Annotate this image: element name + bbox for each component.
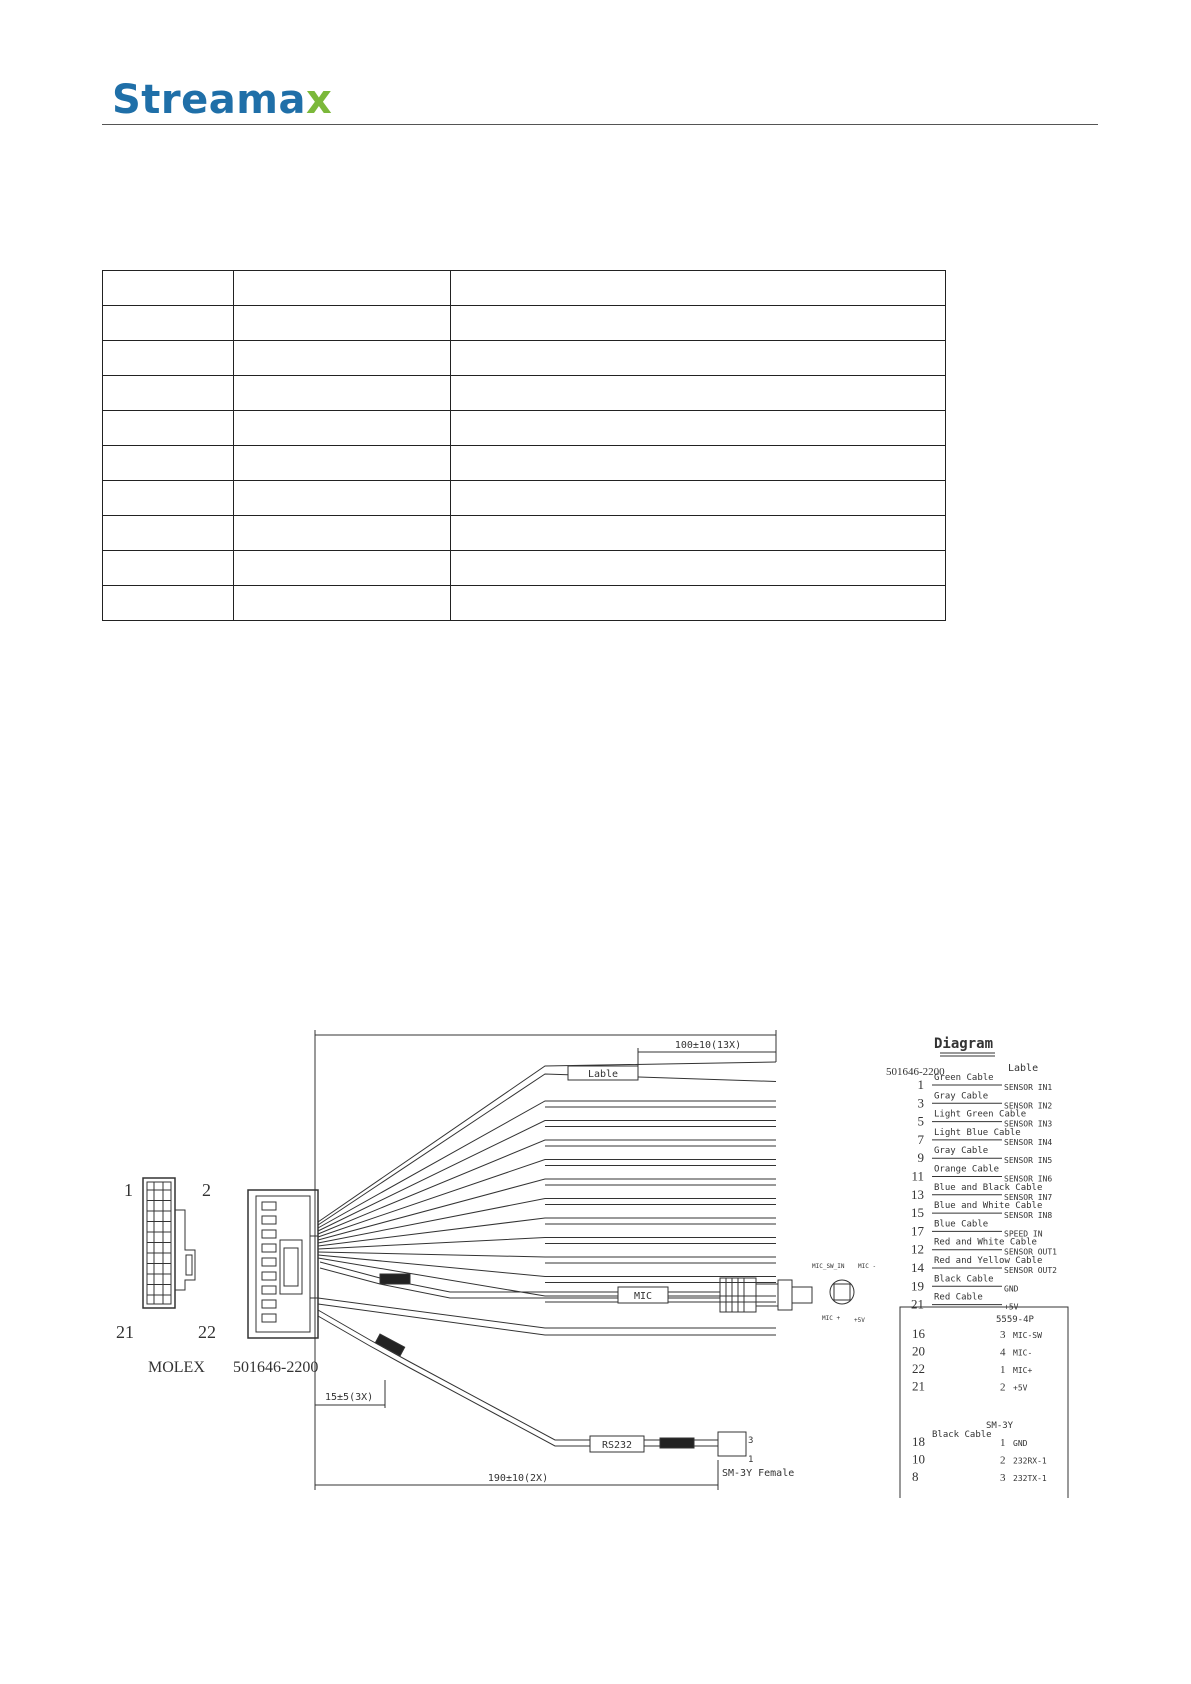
diagram-pin: 3 — [917, 1095, 924, 1111]
group-5559-left-pin: 16 — [912, 1326, 925, 1341]
dim-left-label: 15±5(3X) — [325, 1392, 374, 1403]
spec-table-cell — [234, 516, 451, 551]
connector-slot — [262, 1258, 276, 1266]
group-5559-signal: +5V — [1013, 1383, 1028, 1393]
diagram-pin: 9 — [917, 1150, 924, 1166]
group-5559-right-pin: 4 — [1000, 1346, 1006, 1359]
spec-table-row — [103, 516, 946, 551]
dim-top-label: 100±10(13X) — [674, 1040, 742, 1051]
dimension-lines — [315, 1030, 776, 1490]
spec-table-cell — [451, 481, 946, 516]
spec-table-cell — [234, 271, 451, 306]
diagram-title: Diagram — [934, 1036, 994, 1052]
spec-table-cell — [103, 271, 234, 306]
diagram-cable: Blue and Black Cable — [934, 1182, 1043, 1193]
diagram-pin: 11 — [911, 1168, 924, 1184]
connector-slot — [262, 1314, 276, 1322]
rs232-tag: RS232 — [601, 1440, 633, 1451]
diagram-cable: Gray Cable — [934, 1146, 989, 1157]
spec-table-cell — [103, 411, 234, 446]
diagram-pin: 12 — [911, 1241, 924, 1257]
spec-table-row — [103, 551, 946, 586]
diagram-pin: 21 — [911, 1296, 924, 1312]
diagram-signal: SENSOR IN4 — [1004, 1137, 1053, 1147]
diagram-signal: SENSOR IN8 — [1004, 1211, 1053, 1221]
spec-table-row — [103, 481, 946, 516]
spec-table-cell — [451, 376, 946, 411]
sm3y-right-pin: 3 — [1000, 1472, 1006, 1484]
mic-sw-in-label: MIC_SW_IN — [812, 1263, 845, 1270]
connector-slot — [262, 1300, 276, 1308]
diagram-cable: Black Cable — [934, 1274, 994, 1285]
diagram-pin: 17 — [911, 1223, 924, 1239]
diagram-cable: Light Green Cable — [934, 1109, 1027, 1120]
wire — [318, 1255, 776, 1277]
spec-table-cell — [103, 306, 234, 341]
spec-table-cell — [451, 411, 946, 446]
sm3y-left-pin: 8 — [912, 1469, 919, 1484]
group-5559-left-pin: 20 — [912, 1343, 925, 1359]
wire — [318, 1304, 776, 1335]
molex-pin-21: 21 — [116, 1322, 134, 1342]
diagram-signal: SENSOR IN7 — [1004, 1192, 1053, 1202]
connector-part-label: 501646-2200 — [233, 1359, 319, 1376]
spec-table-cell — [103, 446, 234, 481]
sm3y-signal: 232RX-1 — [1013, 1456, 1047, 1466]
spec-table-row — [103, 306, 946, 341]
diagram-signal: SENSOR IN3 — [1004, 1119, 1053, 1129]
wire — [318, 1121, 776, 1232]
group-5559-signal: MIC+ — [1013, 1366, 1033, 1375]
sm3y-right-pin: 2 — [1000, 1454, 1006, 1467]
diagram-pin: 13 — [911, 1186, 924, 1202]
spec-table-cell — [451, 586, 946, 621]
sm3y-female-label: SM-3Y Female — [722, 1468, 795, 1479]
group-5559-right-pin: 2 — [1000, 1381, 1006, 1394]
diagram-pin: 7 — [917, 1131, 924, 1147]
spec-table-cell — [103, 481, 234, 516]
streamax-logo — [112, 77, 332, 123]
spec-table-cell — [234, 481, 451, 516]
spec-table-cell — [451, 446, 946, 481]
spec-table-row — [103, 586, 946, 621]
connector-slot — [262, 1230, 276, 1238]
spec-table-cell — [234, 341, 451, 376]
diagram-signal: SENSOR IN5 — [1004, 1156, 1053, 1166]
sm3y-right-pin: 1 — [1000, 1437, 1006, 1449]
spec-table-row — [103, 341, 946, 376]
spec-table-cell — [103, 341, 234, 376]
diagram-pin: 19 — [911, 1278, 924, 1294]
spec-table-cell — [234, 411, 451, 446]
group-sm3y-title: SM-3Y — [986, 1421, 1014, 1431]
molex-pin-22: 22 — [198, 1322, 216, 1342]
spec-table-row — [103, 446, 946, 481]
diagram-signal: SENSOR IN6 — [1004, 1174, 1053, 1184]
spec-table-cell — [451, 516, 946, 551]
diagram-part: 501646-2200 — [886, 1066, 945, 1078]
diagram-signal: SENSOR IN1 — [1004, 1083, 1053, 1092]
spec-table-cell — [234, 551, 451, 586]
sm3y-pin-1: 1 — [748, 1455, 754, 1465]
connector-slot — [262, 1216, 276, 1224]
group-sm3y-cable: Black Cable — [932, 1430, 992, 1440]
molex-pin-1: 1 — [124, 1180, 133, 1200]
diagram-cable: Gray Cable — [934, 1091, 989, 1102]
spec-table-cell — [234, 586, 451, 621]
diagram-cable: Green Cable — [934, 1073, 994, 1083]
diagram-cable: Light Blue Cable — [934, 1127, 1021, 1138]
spec-table-row — [103, 411, 946, 446]
spec-table — [102, 270, 946, 621]
group-5559-left-pin: 22 — [912, 1361, 925, 1376]
spec-table-cell — [451, 306, 946, 341]
logo-wordmark: Streama — [112, 77, 306, 123]
spec-table-cell — [451, 551, 946, 586]
mic-plus-label: MIC + — [822, 1315, 841, 1322]
molex-face-view — [143, 1178, 195, 1308]
spec-table-cell — [451, 271, 946, 306]
mic-cable — [320, 1262, 854, 1312]
group-5559-title: 5559-4P — [996, 1315, 1034, 1325]
plus5v-label: +5V — [854, 1317, 865, 1324]
mic-minus-label: MIC - — [858, 1263, 877, 1270]
dim-bottom-label: 190±10(2X) — [487, 1473, 549, 1484]
group-5559-right-pin: 3 — [1000, 1329, 1006, 1341]
spec-table-cell — [103, 551, 234, 586]
spec-table-row — [103, 271, 946, 306]
wire — [318, 1252, 776, 1257]
sm3y-left-pin: 18 — [912, 1434, 925, 1449]
wire-fan — [318, 1062, 776, 1335]
group-5559-right-pin: 1 — [1000, 1364, 1006, 1376]
diagram-pin: 5 — [917, 1113, 924, 1129]
diagram-pin: 1 — [917, 1077, 924, 1092]
diagram-lable: Lable — [1008, 1063, 1039, 1074]
connector-slot — [262, 1244, 276, 1252]
diagram-signal: SPEED IN — [1004, 1229, 1043, 1239]
wire — [318, 1074, 776, 1225]
diagram-cable: Blue Cable — [934, 1219, 989, 1230]
mic-tag: MIC — [633, 1291, 653, 1302]
diagram-pin: 14 — [911, 1260, 924, 1275]
spec-table-cell — [103, 586, 234, 621]
spec-table-cell — [234, 376, 451, 411]
logo-x-mark: x — [305, 77, 332, 123]
diagram-signal: SENSOR OUT2 — [1004, 1266, 1057, 1275]
sm3y-signal: GND — [1013, 1439, 1028, 1448]
diagram-signal: +5V — [1004, 1302, 1019, 1312]
diagram-cable: Blue and White Cable — [934, 1201, 1043, 1212]
diagram-signal: SENSOR OUT1 — [1004, 1247, 1057, 1257]
diagram-cable: Red Cable — [934, 1292, 983, 1303]
sm3y-left-pin: 10 — [912, 1451, 925, 1467]
diagram-signal: SENSOR IN2 — [1004, 1101, 1053, 1111]
connector-slot — [262, 1272, 276, 1280]
sm3y-pin-3: 3 — [748, 1436, 754, 1446]
diagram-pin: 15 — [911, 1205, 924, 1221]
rs232-cable — [318, 1310, 746, 1456]
diagram-cable: Red and White Cable — [934, 1237, 1037, 1248]
wire — [318, 1218, 776, 1246]
spec-table-cell — [234, 306, 451, 341]
connector-side-view — [248, 1190, 318, 1338]
molex-pin-2: 2 — [202, 1180, 211, 1200]
connector-slot — [262, 1202, 276, 1210]
sm3y-signal: 232TX-1 — [1013, 1474, 1047, 1483]
diagram-cable: Red and Yellow Cable — [934, 1256, 1043, 1266]
diagram-signal: GND — [1004, 1284, 1019, 1294]
wire — [318, 1179, 776, 1240]
spec-table-cell — [234, 446, 451, 481]
header-divider — [102, 124, 1098, 125]
connector-slot — [262, 1286, 276, 1294]
group-5559-signal: MIC-SW — [1013, 1331, 1042, 1340]
group-5559-signal: MIC- — [1013, 1348, 1033, 1358]
wire — [318, 1140, 776, 1234]
molex-label: MOLEX — [148, 1359, 205, 1376]
label-tag: Lable — [587, 1069, 619, 1080]
group-5559-left-pin: 21 — [912, 1378, 925, 1394]
spec-table-cell — [103, 376, 234, 411]
spec-table-cell — [451, 341, 946, 376]
spec-table-row — [103, 376, 946, 411]
spec-table-cell — [103, 516, 234, 551]
diagram-cable: Orange Cable — [934, 1164, 1000, 1175]
